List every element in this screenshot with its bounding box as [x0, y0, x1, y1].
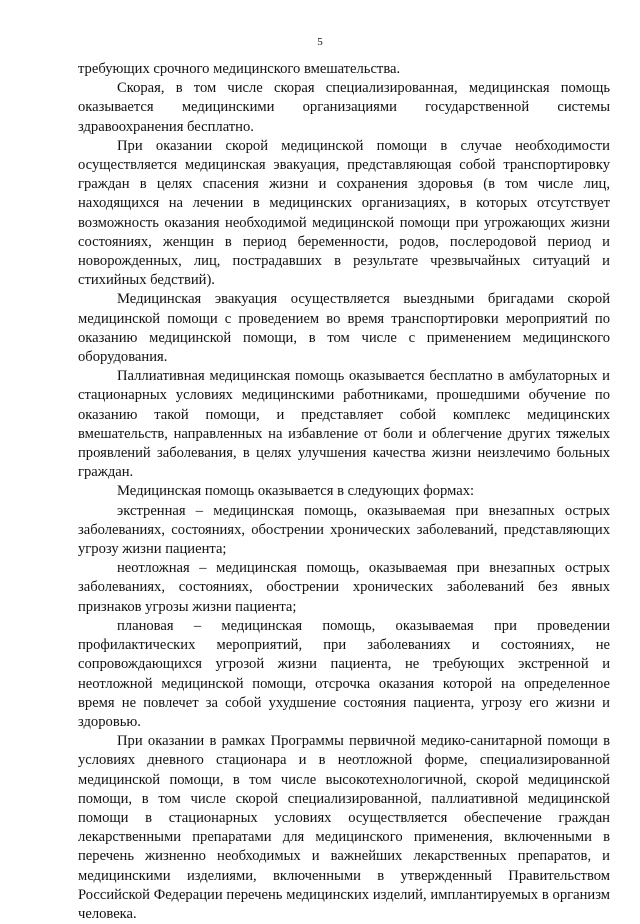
paragraph-form-urgent: неотложная – медицинская помощь, оказываемая при внезапных острых заболеваниях, состояниях, обострении хронических заболеваний без явных признаков угрозы жизни пациента;: [78, 560, 610, 615]
page-number: 5: [317, 36, 323, 48]
paragraph-palliative-care: Паллиативная медицинская помощь оказывается бесплатно в амбулаторных и стационарных условиях медицинскими работниками, прошедшими обучение по оказанию такой помощи, и представляет собой комплекс медицинских вмешательств, направленных на избавление от боли и облегчение других тяжелых проявлений заболевания, в целях улучшения качества жизни неизлечимо больных граждан.: [78, 368, 610, 481]
paragraph-form-planned: плановая – медицинская помощь, оказываемая при проведении профилактических мероприятий, при заболеваниях и состояниях, не сопровождающихся угрозой жизни пациента, не требующих экстренной и неотложной медицинской помощи, отсрочка оказания которой на определенное время не повлечет за собой ухудшение состояния пациента, угрозу его жизни и здоровью.: [78, 617, 610, 730]
body-text: [78, 60, 610, 924]
paragraph-ambulance-free: Скорая, в том числе скорая специализированная, медицинская помощь оказывается медицинскими организациями государственной системы здравоохранения бесплатно.: [78, 80, 610, 135]
paragraph-drug-provision: При оказании в рамках Программы первичной медико-санитарной помощи в условиях дневного стационара и в неотложной форме, специализированной медицинской помощи, в том числе высокотехнологичной, скорой медицинской помощи, в том числе скорой специализированной, паллиативной медицинской помощи в стационарных условиях осуществляется обеспечение граждан лекарственными препаратами для медицинского применения, включенными в перечень жизненно необходимых и важнейших лекарственных препаратов, и медицинскими изделиями, включенными в утвержденный Правительством Российской Федерации перечень медицинских изделий, имплантируемых в организм человека.: [78, 733, 610, 922]
paragraph-evacuation-teams: Медицинская эвакуация осуществляется выездными бригадами скорой медицинской помощи с проведением во время транспортировки мероприятий по оказанию медицинской помощи, в том числе с применением медицинского оборудования.: [78, 291, 610, 366]
paragraph-form-emergency: экстренная – медицинская помощь, оказываемая при внезапных острых заболеваниях, состояниях, обострении хронических заболеваний, представляющих угрозу жизни пациента;: [78, 502, 610, 558]
paragraph-continuation: требующих срочного медицинского вмешательства.: [78, 61, 401, 77]
paragraph-forms-intro: Медицинская помощь оказывается в следующих формах:: [117, 483, 475, 500]
paragraph-medical-evacuation: При оказании скорой медицинской помощи в случае необходимости осуществляется медицинская эвакуация, представляющая собой транспортировку граждан в целях спасения жизни и сохранения здоровья (в том числе лиц, находящихся на лечении в медицинских организациях, в которых отсутствует возможность оказания необходимой медицинской помощи при угрожающих жизни состояниях, женщин в период беременности, родов, послеродовой период и новорожденных, лиц, пострадавших в результате чрезвычайных ситуаций и стихийных бедствий).: [78, 137, 610, 289]
